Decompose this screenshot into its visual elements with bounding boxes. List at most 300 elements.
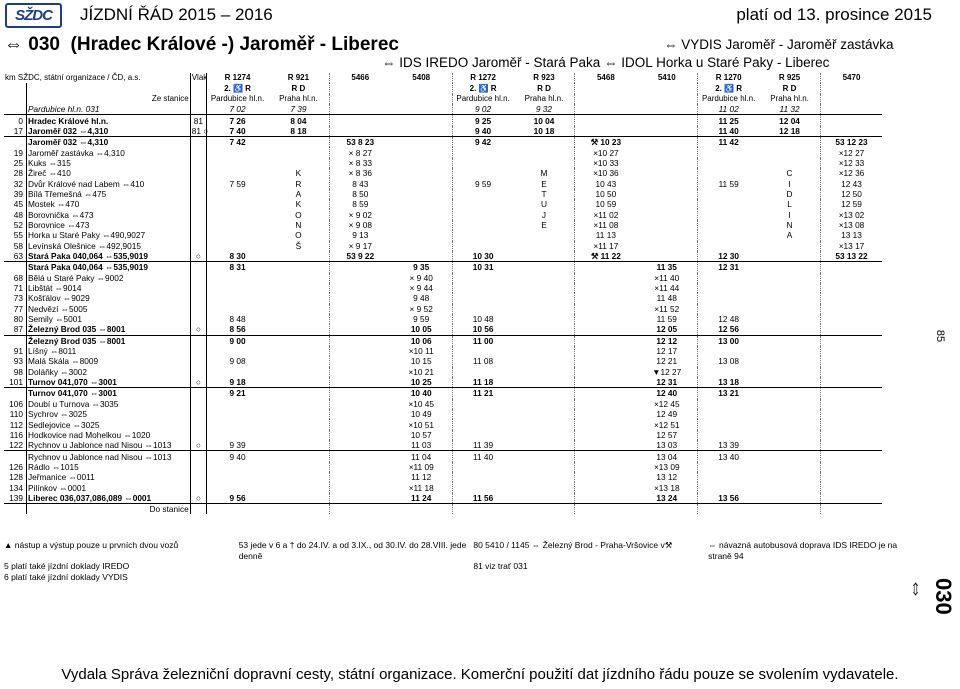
time-cell — [698, 482, 759, 492]
time-cell — [820, 430, 882, 440]
document-title: JÍZDNÍ ŘÁD 2015 – 2016 — [80, 5, 273, 24]
origin-station — [391, 94, 452, 104]
time-cell: 11 35 — [636, 262, 697, 273]
time-cell — [514, 451, 575, 462]
flag — [190, 137, 206, 148]
km-value: 91 — [4, 346, 27, 356]
time-cell — [329, 304, 390, 314]
time-cell — [820, 399, 882, 409]
station-name: Rychnov u Jablonce nad Nisou ⇔1013 — [27, 440, 191, 451]
time-cell — [329, 430, 390, 440]
time-cell: 9 35 — [391, 262, 452, 273]
km-value: 112 — [4, 419, 27, 429]
time-cell — [759, 493, 820, 504]
time-cell — [391, 178, 452, 188]
time-cell: 11 42 — [698, 137, 759, 148]
time-cell: × 9 52 — [391, 304, 452, 314]
time-cell — [391, 158, 452, 168]
flag — [190, 472, 206, 482]
time-cell: 11 32 — [759, 104, 820, 115]
km-value: 110 — [4, 409, 27, 419]
time-cell — [820, 388, 882, 399]
train-number: 5408 — [391, 73, 452, 83]
st-empty — [27, 83, 191, 93]
time-cell — [820, 115, 882, 126]
time-cell: × 9 02 — [348, 209, 372, 220]
time-cell — [820, 273, 882, 283]
time-cell — [698, 399, 759, 409]
time-cell — [575, 304, 636, 314]
time-cell — [268, 440, 329, 451]
time-cell: 7 02 — [229, 104, 246, 115]
time-cell: 8 04 — [268, 115, 329, 126]
time-cell: 9 56 — [229, 492, 246, 503]
time-cell: I — [759, 178, 820, 188]
time-cell — [759, 482, 820, 492]
time-cell — [391, 230, 452, 240]
time-cell — [575, 335, 636, 346]
time-cell — [268, 388, 329, 399]
origin-station — [575, 94, 636, 104]
time-cell: 12 30 — [718, 251, 740, 262]
time-cell — [207, 230, 268, 240]
time-cell — [759, 158, 820, 168]
km-value: 55 — [4, 230, 27, 240]
footnote: 53 jede v 6 a † do 24.IV. a od 3.IX., od 30.IV. do 28.VIII. jede denně — [238, 540, 467, 561]
time-cell — [452, 304, 513, 314]
flag — [190, 314, 206, 324]
time-cell: 9 59 — [475, 178, 492, 189]
time-cell — [698, 147, 759, 157]
table-row — [4, 451, 882, 462]
time-cell — [820, 293, 882, 303]
time-cell: Š — [268, 241, 329, 251]
station-name: Levínská Olešnice ⇔492,9015 — [27, 241, 191, 251]
time-cell: ▼12 27 — [636, 367, 697, 377]
time-cell — [329, 367, 390, 377]
time-cell — [514, 147, 575, 157]
origin-station: Praha hl.n. — [268, 94, 329, 104]
time-cell: 11 48 — [636, 293, 697, 303]
time-cell — [268, 262, 329, 273]
time-cell — [698, 462, 759, 472]
table-row — [4, 472, 882, 482]
table-row — [4, 430, 882, 440]
time-cell: C — [759, 168, 820, 178]
km-empty — [4, 83, 27, 93]
time-cell: 9 32 — [514, 104, 575, 115]
table-row — [4, 147, 882, 157]
time-cell — [207, 220, 268, 230]
time-cell: U — [514, 199, 575, 209]
time-cell: 12 18 — [759, 126, 820, 137]
time-cell — [452, 419, 513, 429]
time-cell: 10 15 — [391, 356, 452, 366]
table-row — [4, 220, 882, 230]
station-name: Jaroměř zastávka ⇔4,310 — [27, 147, 191, 157]
time-cell: 11 59 — [718, 178, 739, 189]
flag: ○ — [190, 377, 206, 388]
train-note: R D — [268, 83, 329, 93]
footnote — [708, 561, 904, 572]
time-cell — [575, 293, 636, 303]
station-name: Turnov 041,070 ⇔3001 — [27, 377, 191, 388]
train-note — [636, 83, 697, 93]
station-name: Líšný ⇔8011 — [27, 346, 191, 356]
time-cell: ×13 09 — [636, 462, 697, 472]
time-cell: 8 43 — [352, 178, 369, 189]
time-cell: ×12 33 — [838, 157, 865, 168]
time-cell — [207, 367, 268, 377]
time-cell: 10 30 — [472, 251, 494, 262]
time-cell: × 8 27 — [348, 147, 372, 158]
flag — [190, 158, 206, 168]
time-cell: 13 39 — [718, 440, 740, 451]
time-cell: 13 04 — [636, 451, 697, 462]
time-cell: 10 43 — [595, 178, 617, 189]
time-cell: ⚒ 10 23 — [575, 137, 636, 148]
time-cell — [207, 283, 268, 293]
flag — [190, 189, 206, 199]
table-row — [4, 493, 882, 504]
time-cell — [329, 493, 390, 504]
time-cell: 12 31 — [636, 377, 697, 388]
time-cell — [575, 430, 636, 440]
table-row — [4, 419, 882, 429]
time-cell — [698, 273, 759, 283]
time-cell: 10 59 — [595, 199, 617, 210]
time-cell: 10 40 — [391, 388, 452, 399]
flag — [190, 367, 206, 377]
time-cell — [452, 158, 513, 168]
time-cell: ×12 27 — [838, 147, 865, 158]
time-cell — [268, 430, 329, 440]
page-number: 85 — [934, 329, 947, 343]
time-cell — [268, 451, 329, 462]
time-cell — [514, 304, 575, 314]
time-cell: 10 18 — [514, 126, 575, 137]
time-cell — [268, 324, 329, 335]
table-row — [4, 241, 882, 251]
table-row — [4, 115, 882, 126]
time-cell: 8 59 — [352, 199, 369, 210]
time-cell — [207, 241, 268, 251]
origin-station: Pardubice hl.n. — [701, 93, 756, 103]
time-cell: × 9 17 — [348, 240, 372, 251]
time-cell — [575, 440, 636, 451]
time-cell — [575, 126, 636, 137]
time-cell — [452, 472, 513, 482]
time-cell: 11 59 — [636, 314, 697, 324]
time-cell: 12 12 — [636, 335, 697, 346]
table-row — [4, 356, 882, 366]
flag: ○ — [190, 440, 206, 451]
station-name: Horka u Staré Paky ⇔490,9027 — [27, 230, 191, 240]
flag — [190, 419, 206, 429]
station-name: Košťálov ⇔9029 — [27, 293, 191, 303]
time-cell — [575, 409, 636, 419]
time-cell: ×11 17 — [593, 240, 619, 251]
table-row — [4, 262, 882, 273]
time-cell — [391, 147, 452, 157]
time-cell — [452, 430, 513, 440]
footnote — [473, 572, 708, 583]
time-cell — [759, 283, 820, 293]
time-cell — [329, 324, 390, 335]
route-name: (Hradec Králové -) Jaroměř - Liberec — [70, 34, 399, 55]
km-value: 93 — [4, 356, 27, 366]
time-cell — [514, 230, 575, 240]
time-cell — [575, 504, 636, 515]
time-cell — [575, 324, 636, 335]
time-cell — [514, 356, 575, 366]
table-row — [4, 251, 882, 262]
table-row — [4, 137, 882, 148]
time-cell — [820, 493, 882, 504]
time-cell — [759, 241, 820, 251]
table-row — [4, 209, 882, 219]
time-cell — [514, 462, 575, 472]
km-value: 68 — [4, 273, 27, 283]
time-cell: ×10 51 — [391, 419, 452, 429]
footnote — [708, 572, 904, 583]
time-cell — [329, 482, 390, 492]
station-name: Do stanice — [27, 504, 191, 515]
time-cell — [391, 115, 452, 126]
time-cell: 11 12 — [391, 472, 452, 482]
time-cell — [207, 304, 268, 314]
time-cell — [268, 482, 329, 492]
time-cell: 9 40 — [475, 125, 492, 136]
time-cell: 11 25 — [698, 115, 759, 126]
time-cell — [575, 451, 636, 462]
time-cell: 13 18 — [718, 377, 740, 388]
time-cell — [207, 273, 268, 283]
side-route-label: 030 ⇔ — [905, 578, 956, 615]
time-cell — [207, 462, 268, 472]
time-cell — [329, 451, 390, 462]
footnote: 5 platí také jízdní doklady IREDO — [4, 561, 130, 571]
station-name: Liberec 036,037,086,089 ⇔0001 — [27, 493, 191, 504]
km-value — [4, 137, 27, 148]
time-cell — [514, 430, 575, 440]
time-cell: 10 57 — [391, 430, 452, 440]
time-cell: 11 56 — [472, 492, 494, 503]
time-cell — [514, 262, 575, 273]
time-cell — [636, 158, 697, 168]
time-cell — [207, 158, 268, 168]
flag — [190, 462, 206, 472]
time-cell: 9 21 — [207, 388, 268, 399]
time-cell — [207, 147, 268, 157]
time-cell: 7 40 — [229, 125, 246, 136]
time-cell: 10 06 — [391, 335, 452, 346]
time-cell — [820, 462, 882, 472]
time-cell — [575, 314, 636, 324]
time-cell — [636, 251, 697, 262]
flag — [190, 388, 206, 399]
km-value: 71 — [4, 283, 27, 293]
time-cell — [575, 356, 636, 366]
time-cell: ×11 52 — [636, 304, 697, 314]
time-cell — [820, 409, 882, 419]
station-name: Kuks ⇔315 — [27, 158, 191, 168]
time-cell — [268, 251, 329, 262]
time-cell — [452, 199, 513, 209]
footnote: 80 5410 / 1145 ⇔ Železný Brod - Praha-Vršovice v⚒ — [473, 540, 673, 550]
time-cell — [329, 472, 390, 482]
time-cell — [575, 104, 636, 115]
time-cell — [452, 220, 513, 230]
flag — [190, 451, 206, 462]
time-cell — [698, 283, 759, 293]
time-cell — [820, 335, 882, 346]
time-cell — [514, 482, 575, 492]
table-row — [4, 346, 882, 356]
time-cell — [698, 472, 759, 482]
time-cell: ×12 36 — [838, 168, 865, 179]
table-row — [4, 158, 882, 168]
flag: 81 — [190, 115, 206, 126]
flag — [190, 283, 206, 293]
time-cell — [207, 419, 268, 429]
time-cell — [207, 293, 268, 303]
train-number: R 925 — [759, 73, 820, 83]
flag — [190, 220, 206, 230]
time-cell — [207, 189, 268, 199]
time-cell: 11 03 — [391, 440, 452, 451]
time-cell: 11 21 — [452, 388, 513, 399]
train-number: R 923 — [514, 73, 575, 83]
station-name: Rádlo ⇔1015 — [27, 462, 191, 472]
time-cell — [268, 147, 329, 157]
time-cell — [514, 241, 575, 251]
time-cell — [698, 220, 759, 230]
station-name: Jaroměř 032 ⇔4,310 — [27, 137, 191, 148]
time-cell — [759, 273, 820, 283]
time-cell — [452, 168, 513, 178]
time-cell: 8 56 — [229, 324, 246, 335]
time-cell — [329, 283, 390, 293]
time-cell — [575, 115, 636, 126]
table-row — [4, 293, 882, 303]
time-cell — [636, 137, 697, 148]
timetable — [4, 73, 882, 514]
time-cell: 12 56 — [718, 324, 740, 335]
time-cell — [207, 168, 268, 178]
time-cell — [575, 482, 636, 492]
km-value: 134 — [4, 482, 27, 492]
station-name: Pilínkov ⇔0001 — [27, 482, 191, 492]
train-note: 2. ♿ R — [469, 83, 497, 93]
time-cell — [514, 472, 575, 482]
station-name: Sedlejovice ⇔3025 — [27, 419, 191, 429]
station-name: Rychnov u Jablonce nad Nisou ⇔1013 — [27, 451, 191, 462]
time-cell — [514, 367, 575, 377]
time-cell — [575, 283, 636, 293]
time-cell — [329, 293, 390, 303]
train-note — [575, 83, 636, 93]
km-value — [4, 262, 27, 273]
table-row — [4, 399, 882, 409]
time-cell — [329, 262, 390, 273]
km-value — [4, 104, 27, 115]
km-value: 32 — [4, 178, 27, 188]
time-cell: ×10 36 — [593, 168, 619, 179]
time-cell: 13 12 — [636, 472, 697, 482]
flag — [190, 230, 206, 240]
time-cell — [636, 147, 697, 157]
time-cell — [698, 304, 759, 314]
time-cell: 9 59 — [391, 314, 452, 324]
time-cell: × 8 36 — [348, 168, 372, 179]
time-cell — [452, 462, 513, 472]
valid-from: platí od 13. prosince 2015 — [736, 5, 932, 24]
km-value: 139 — [4, 493, 27, 504]
origin-station — [636, 94, 697, 104]
km-value: 0 — [4, 115, 27, 126]
km-empty — [4, 94, 27, 104]
time-cell: 10 05 — [391, 324, 452, 335]
time-cell: 11 00 — [452, 335, 513, 346]
time-cell — [759, 377, 820, 388]
time-cell — [820, 440, 882, 451]
flag — [190, 409, 206, 419]
time-cell: ×11 18 — [391, 482, 452, 492]
time-cell — [698, 504, 759, 515]
time-cell — [207, 504, 268, 515]
time-cell: 9 39 — [229, 440, 246, 451]
time-cell: 11 02 — [718, 104, 739, 115]
station-name: Hradec Králové hl.n. — [27, 115, 191, 126]
time-cell: ×13 18 — [636, 482, 697, 492]
ze-stanice-label: Ze stanice — [27, 94, 191, 104]
time-cell — [329, 115, 390, 126]
time-cell — [329, 504, 390, 515]
time-cell: ×10 45 — [391, 399, 452, 409]
station-name: Semily ⇔5001 — [27, 314, 191, 324]
footnote: 81 viz trať 031 — [473, 561, 528, 571]
time-cell: 13 00 — [698, 335, 759, 346]
station-name: Mostek ⇔470 — [27, 199, 191, 209]
time-cell — [207, 482, 268, 492]
time-cell — [575, 472, 636, 482]
time-cell: 7 59 — [229, 178, 246, 189]
time-cell: 9 02 — [475, 104, 492, 115]
time-cell — [820, 346, 882, 356]
time-cell — [759, 137, 820, 148]
flag — [190, 209, 206, 219]
km-value: 128 — [4, 472, 27, 482]
station-name: Bílá Třemešná ⇔475 — [27, 189, 191, 199]
time-cell: R — [268, 178, 329, 188]
time-cell: ×10 33 — [593, 157, 619, 168]
time-cell — [636, 504, 697, 515]
route-number: 030 — [28, 34, 60, 55]
time-cell — [698, 367, 759, 377]
time-cell — [514, 137, 575, 148]
table-row — [4, 168, 882, 178]
km-value: 87 — [4, 324, 27, 335]
time-cell: ×10 11 — [391, 346, 452, 356]
flag — [190, 504, 206, 515]
time-cell: 7 42 — [207, 137, 268, 148]
time-cell: 11 13 — [595, 230, 616, 241]
km-value: 52 — [4, 220, 27, 230]
time-cell: × 9 08 — [348, 219, 372, 230]
time-cell — [514, 335, 575, 346]
footnote — [239, 572, 474, 583]
